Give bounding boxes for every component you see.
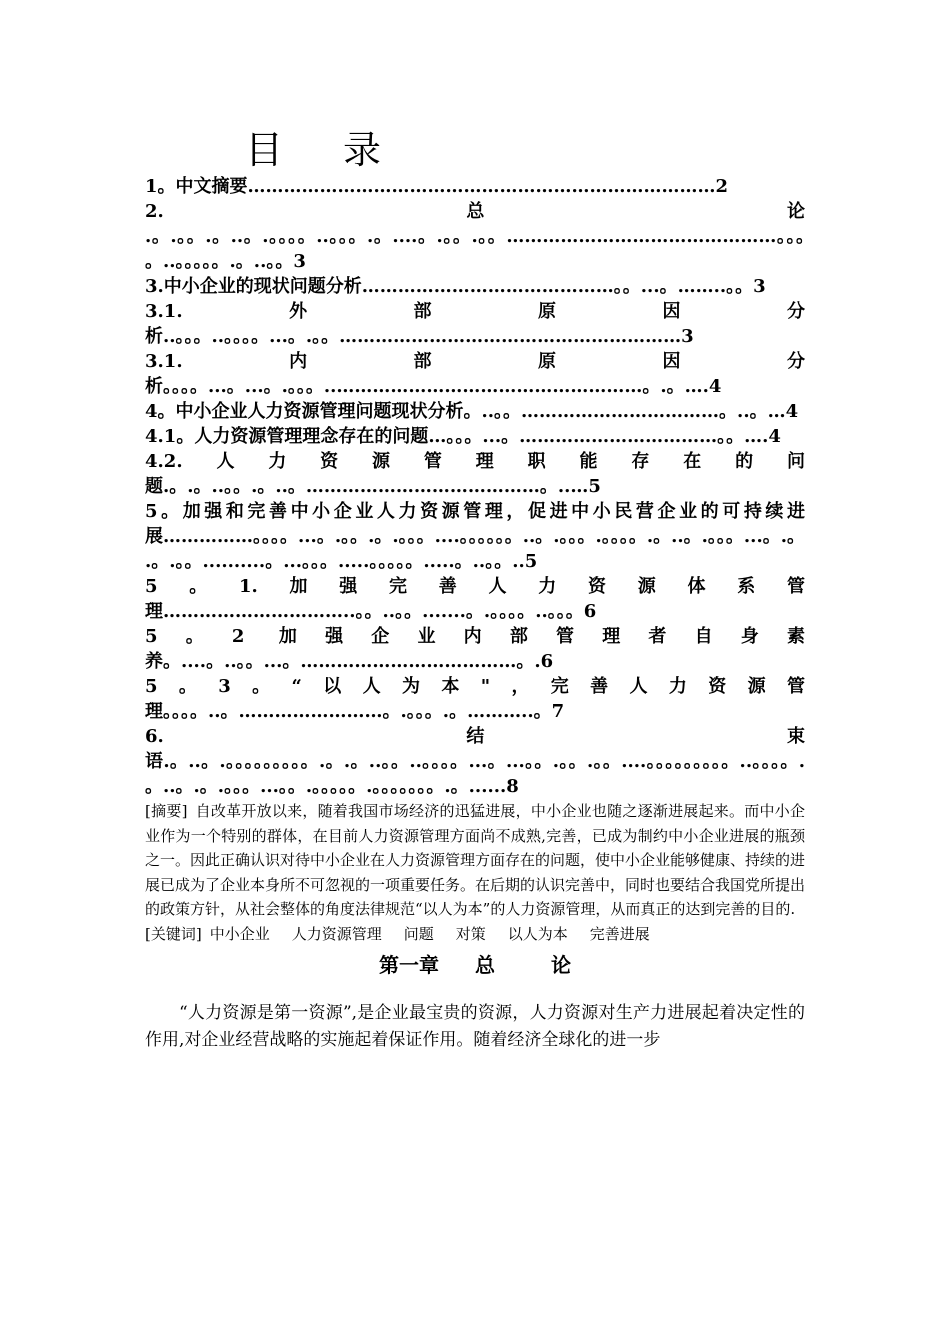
toc-title-right: 录 — [343, 128, 382, 172]
toc-entry[interactable]: 5。3。“以人为本"，完善人力资源管理。。。。..。……………………。.。。。.。………..。7 — [145, 676, 805, 722]
toc-entry[interactable]: 5。加强和完善中小企业人力资源管理，促进中小民营企业的可持续进展……………。。。。...。.。。.。.。。。....。。。。。。..。.。。。.。。。。.。..。.。。。...。.。.。.。。..........。...。。。.....。。。。。.....。..。。..5 — [145, 501, 805, 572]
toc-entry[interactable]: 4.1。人力资源管理理念存在的问题…。。。...。……………………………。。….4 — [145, 426, 781, 447]
keyword: 对策 — [455, 924, 486, 943]
keyword: 问题 — [403, 924, 434, 943]
chapter-title — [145, 950, 805, 980]
toc-entry[interactable]: 2.总论 .。.。。.。..。.。。。。..。。。.。....。.。。.。。………………………………………。。。。..。。。。。.。..。。3 — [145, 201, 805, 272]
chapter-name-2: 论 — [551, 953, 571, 977]
abstract — [145, 799, 805, 922]
toc-entry[interactable]: 3.中小企业的现状问题分析……………………………………。。...。……..。。3 — [145, 276, 766, 297]
keyword: 完善进展 — [589, 924, 650, 943]
toc-entry[interactable]: 4。中小企业人力资源管理问题现状分析。..。。……………………………。..。…4 — [145, 401, 799, 422]
toc-title-left: 目 — [245, 128, 284, 172]
chapter-number: 第一章 — [379, 953, 439, 977]
toc-entry[interactable]: 5。1.加强完善人力资源体系管理…………………………..。。..。。.......。.。。。。..。。。6 — [145, 576, 805, 622]
keywords — [145, 922, 805, 947]
toc-entry[interactable]: 5。2 加强企业内部管理者自身素养。....。..。。...。………………………………。.6 — [145, 626, 805, 672]
toc-entry[interactable]: 3.1.外部原因分析..。。。..。。。。...。.。。…………………………………………………3 — [145, 301, 805, 347]
toc-list — [145, 174, 805, 799]
keyword: 中小企业 — [209, 924, 270, 943]
abstract-text: 自改革开放以来，随着我国市场经济的迅猛进展，中小企业也随之逐渐进展起来。而中小企业作为一个特别的群体，在目前人力资源管理方面尚不成熟,完善，已成为制约中小企业进展的瓶颈之一。因此正确认识对待中小企业在人力资源管理方面存在的问题，使中小企业能够健康、持续的进展已成为了企业本身所不可忽视的一项重要任务。在后期的认识完善中，同时也要结合我国党所提出的政策方针，从社会整体的角度法律规范“以人为本”的人力资源管理，从而真正的达到完善的目的. — [145, 802, 806, 918]
toc-entry[interactable]: 4.2.人力资源管理职能存在的问题.。.。..。。.。..。…………………………………。..…5 — [145, 451, 805, 497]
keyword: 人力资源管理 — [291, 924, 382, 943]
toc-entry[interactable]: 1。中文摘要……………………………………………………………………2 — [145, 176, 729, 197]
chapter-paragraph: “人力资源是第一资源”,是企业最宝贵的资源，人力资源对生产力进展起着决定性的作用,对企业经营战略的实施起着保证作用。随着经济全球化的进一步 — [145, 1003, 805, 1050]
toc-title — [145, 126, 805, 174]
abstract-tag: [摘要] — [145, 802, 188, 820]
toc-entry[interactable]: 3.1.内部原因分析。。。。...。...。.。。。..……………………………………………。.。….4 — [145, 351, 805, 397]
keyword: 以人为本 — [507, 924, 568, 943]
toc-entry[interactable]: 6.结束语.。..。.。。。。。。。。。.。.。..。。..。。。。...。...。。.。。.。。....。。。。。。。。。..。。。。.。..。.。.。。。...。。.。。。。。.。。。。。。。.。......8 — [145, 726, 805, 797]
keywords-tag: [关键词] — [145, 924, 202, 943]
document-content — [145, 126, 805, 1054]
chapter-name-1: 总 — [475, 953, 495, 977]
